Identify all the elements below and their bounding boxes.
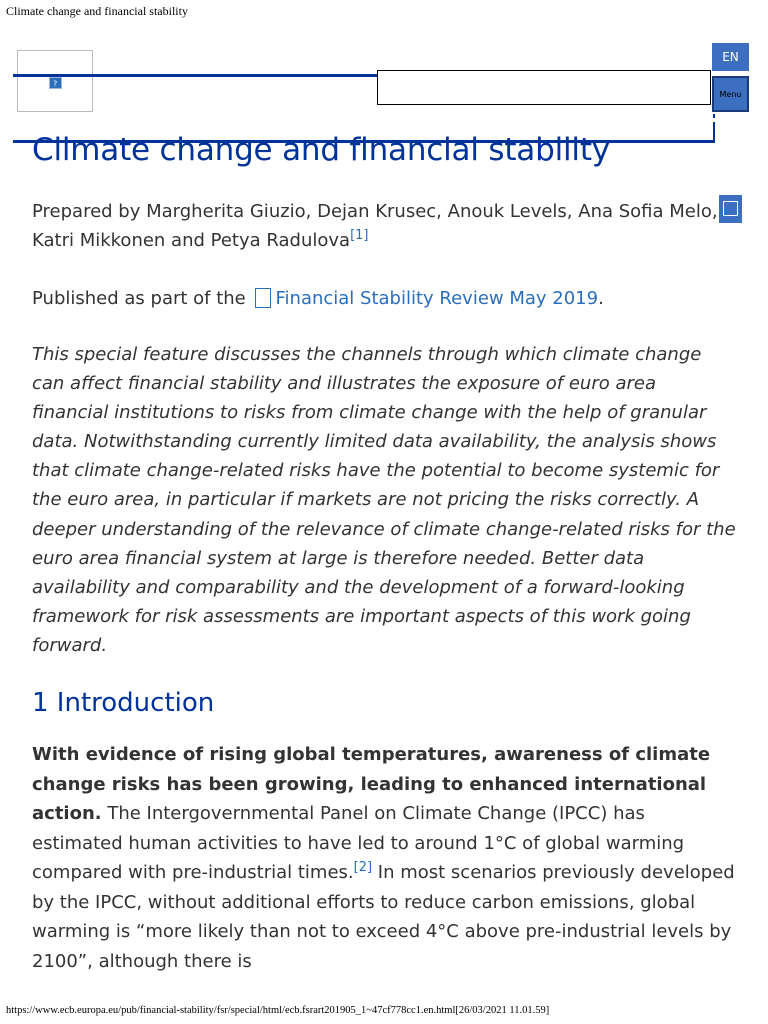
article-authors — [32, 197, 722, 255]
footnote-link-1[interactable]: [1] — [350, 228, 369, 243]
intro-paragraph — [32, 740, 737, 976]
menu-button[interactable]: Menu — [712, 76, 749, 112]
authors-text: Prepared by Margherita Giuzio, Dejan Krusec, Anouk Levels, Ana Sofia Melo, Katri Mikkonen and Petya Radulova — [32, 201, 718, 251]
svg-text:?: ? — [53, 79, 58, 88]
search-input[interactable] — [377, 70, 711, 105]
published-line — [32, 284, 604, 313]
section-heading-introduction: 1 Introduction — [32, 688, 215, 718]
published-suffix: . — [598, 288, 604, 309]
print-header-title: Climate change and financial stability — [6, 4, 188, 18]
share-button[interactable] — [719, 195, 742, 223]
language-button[interactable]: EN — [712, 43, 749, 71]
header-rule-top — [13, 74, 377, 77]
share-icon — [723, 201, 738, 216]
fsr-link[interactable]: Financial Stability Review May 2019 — [275, 288, 599, 309]
article-abstract: This special feature discusses the channels through which climate change can affect financial stability and illustrates the exposure of euro area financial institutions to risks from climate change with the help of granular data. Notwithstanding currently limited data availability, the analysis shows that climate change-related risks have the potential to become systemic for the euro area, in particular if markets are not pricing the risks correctly. A deeper understanding of the relevance of climate change-related risks for the euro area financial system at large is therefore needed. Better data availability and comparability and the development of a forward-looking framework for risk assessments are important aspects of this work going forward. — [32, 344, 736, 656]
site-logo[interactable] — [17, 50, 93, 112]
intro-text-2: In most scenarios previously developed by the IPCC, without additional efforts to reduce carbon emissions, global warming is “more likely than not to exceed 4°C above pre-industrial levels by 2100”, although there is — [32, 862, 735, 972]
header-rule-connector-top — [713, 114, 715, 118]
published-prefix: Published as part of the — [32, 288, 252, 309]
intro-bold-lead: With evidence of rising global temperatures, awareness of climate change risks has been growing, leading to enhanced international action. — [32, 744, 711, 824]
ecb-logo-placeholder-icon — [49, 77, 62, 89]
header-rule-connector — [713, 122, 715, 142]
print-footer-url: https://www.ecb.europa.eu/pub/financial-stability/fsr/special/html/ecb.fsrart201905_1~47cf778cc1.en.html[26/03/2021 11.01.59] — [6, 1005, 550, 1016]
external-link-icon — [255, 288, 271, 308]
intro-text-1: The Intergovernmental Panel on Climate Change (IPCC) has estimated human activities to have led to around 1°C of global warming compared with pre-industrial times. — [32, 803, 685, 883]
footnote-link-2[interactable]: [2] — [353, 860, 373, 875]
page-title: Climate change and financial stability — [32, 132, 610, 168]
